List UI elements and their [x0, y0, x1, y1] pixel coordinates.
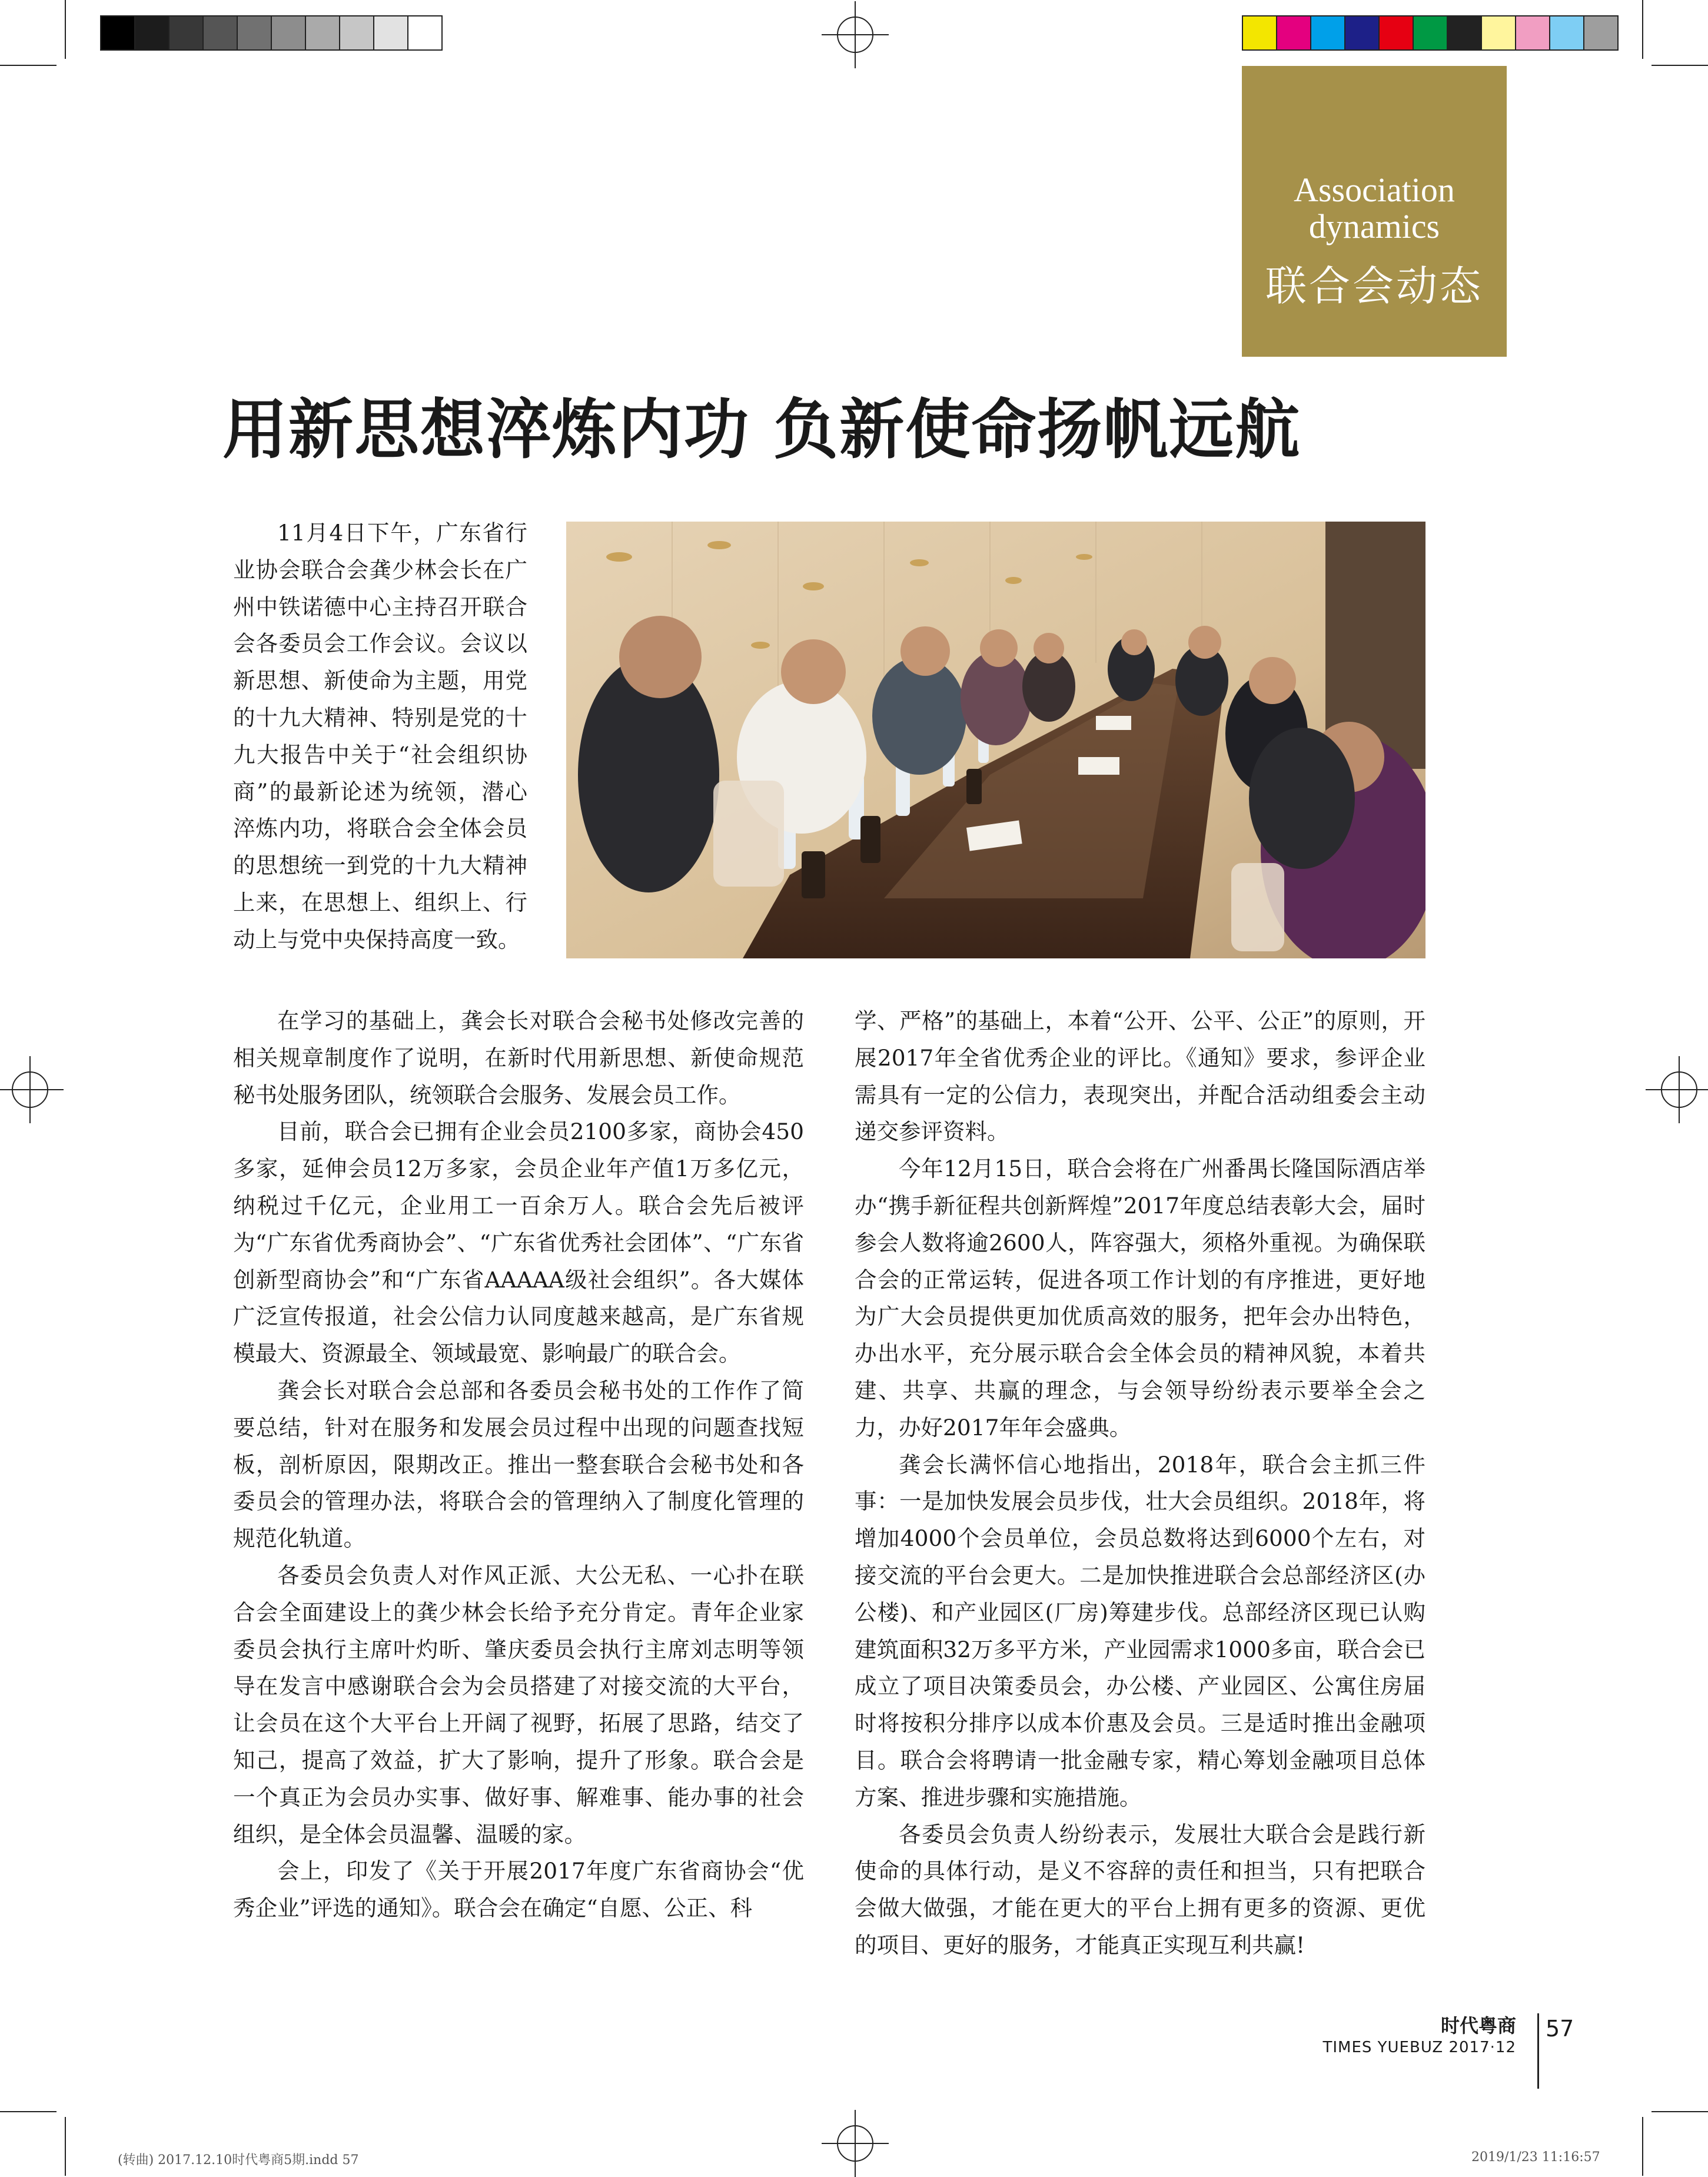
- magazine-name-cn: 时代粤商: [1440, 2015, 1516, 2037]
- gray-swatch: [170, 16, 204, 49]
- crop-mark: [1642, 0, 1643, 59]
- gray-swatch: [238, 16, 272, 49]
- crop-mark: [0, 2111, 57, 2112]
- crop-mark: [65, 2117, 66, 2176]
- color-swatch: [1516, 16, 1550, 49]
- intro-column: [233, 515, 527, 958]
- print-slug-date: 2019/1/23 11:16:57: [1471, 2150, 1600, 2165]
- magazine-name-en: TIMES YUEBUZ 2017·12: [1322, 2039, 1516, 2056]
- section-title-en: [1242, 172, 1507, 245]
- article-title: 用新思想淬炼内功 负新使命扬帆远航: [222, 392, 1301, 467]
- article-paragraph: 各委员会负责人对作风正派、大公无私、一心扑在联合会全面建设上的龚少林会长给予充分肯定。青年企业家委员会执行主席叶灼昕、肇庆委员会执行主席刘志明等领导在发言中感谢联合会为会员搭建了对接交流的大平台，让会员在这个大平台上开阔了视野，拓展了思路，结交了知己，提高了效益，扩大了影响，提升了形象。联合会是一个真正为会员办实事、做好事、解难事、能办事的社会组织，是全体会员温馨、温暖的家。: [233, 1562, 804, 1847]
- color-swatch: [1345, 16, 1380, 49]
- color-swatch: [1414, 16, 1448, 49]
- article-column-left: [233, 1003, 804, 1927]
- crop-mark: [0, 65, 57, 66]
- article-paragraph: 龚会长满怀信心地指出，2018年，联合会主抓三件事：一是加快发展会员步伐，壮大会员组织。2018年，将增加4000个会员单位，会员总数将达到6000个左右，对接交流的平台会更大。二是加快推进联合会总部经济区(办公楼)、和产业园区(厂房)筹建步伐。总部经济区现已认购建筑面积32万多平方米，产业园需求1000多亩，联合会已成立了项目决策委员会，办公楼、产业园区、公寓住房届时将按积分排序以成本价惠及会员。三是适时推出金融项目。联合会将聘请一批金融专家，精心筹划金融项目总体方案、推进步骤和实施措施。: [855, 1451, 1425, 1810]
- gray-swatch: [340, 16, 374, 49]
- registration-mark-top: [837, 16, 873, 53]
- meeting-photo: [566, 522, 1425, 958]
- crop-mark: [1651, 2111, 1708, 2112]
- color-swatch: [1550, 16, 1584, 49]
- page-number: 57: [1546, 2016, 1574, 2042]
- article-paragraph: 会上，印发了《关于开展2017年度广东省商协会“优秀企业”评选的通知》。联合会在确定“自愿、公正、科: [233, 1858, 804, 1922]
- section-title-cn: 联合会动态: [1265, 262, 1483, 310]
- crop-mark: [65, 0, 66, 59]
- gray-swatch: [408, 16, 441, 49]
- section-title-en-line1: Association: [1294, 171, 1455, 209]
- registration-mark-left: [12, 1071, 48, 1108]
- registration-mark-bottom: [837, 2125, 873, 2162]
- gray-swatch: [135, 16, 170, 49]
- article-paragraph: 目前，联合会已拥有企业会员2100多家，商协会450多家，延伸会员12万多家，会员企业年产值1万多亿元，纳税过千亿元，企业用工一百余万人。联合会先后被评为“广东省优秀商协会”、“广东省优秀社会团体”、“广东省创新型商协会”和“广东省AAAAA级社会组织”。各大媒体广泛宣传报道，社会公信力认同度越来越高，是广东省规模最大、资源最全、领域最宽、影响最广的联合会。: [233, 1119, 804, 1367]
- article-paragraph: 龚会长对联合会总部和各委员会秘书处的工作作了简要总结，针对在服务和发展会员过程中出现的问题查找短板，剖析原因，限期改正。推出一整套联合会秘书处和各委员会的管理办法，将联合会的管理纳入了制度化管理的规范化轨道。: [233, 1377, 804, 1552]
- color-swatch: [1380, 16, 1414, 49]
- color-swatch: [1448, 16, 1482, 49]
- color-swatch: [1584, 16, 1617, 49]
- print-slug-file: (转曲) 2017.12.10时代粤商5期.indd 57: [118, 2153, 359, 2168]
- section-title-en-line2: dynamics: [1308, 207, 1440, 245]
- crop-mark: [1651, 65, 1708, 66]
- article-column-right: [855, 1003, 1425, 1964]
- gray-swatch: [272, 16, 306, 49]
- color-swatch: [1243, 16, 1277, 49]
- gray-scale-bar: [100, 15, 443, 51]
- intro-paragraph: 11月4日下午，广东省行业协会联合会龚少林会长在广州中铁诺德中心主持召开联合会各委员会工作会议。会议以新思想、新使命为主题，用党的十九大精神、特别是党的十九大报告中关于“社会组织协商”的最新论述为统领，潜心淬炼内功，将联合会全体会员的思想统一到党的十九大精神上来，在思想上、组织上、行动上与党中央保持高度一致。: [233, 520, 527, 953]
- gray-swatch: [101, 16, 135, 49]
- color-swatch: [1277, 16, 1311, 49]
- gray-swatch: [374, 16, 408, 49]
- footer-divider: [1537, 2013, 1539, 2089]
- color-swatch: [1311, 16, 1345, 49]
- section-header-box: [1242, 66, 1507, 357]
- article-paragraph: 在学习的基础上，龚会长对联合会秘书处修改完善的相关规章制度作了说明，在新时代用新思想、新使命规范秘书处服务团队，统领联合会服务、发展会员工作。: [233, 1008, 804, 1108]
- crop-mark: [1642, 2117, 1643, 2176]
- gray-swatch: [306, 16, 340, 49]
- color-bar: [1242, 15, 1619, 51]
- article-paragraph: 各委员会负责人纷纷表示，发展壮大联合会是践行新使命的具体行动，是义不容辞的责任和担当，只有把联合会做大做强，才能在更大的平台上拥有更多的资源、更优的项目、更好的服务，才能真正实现互利共赢!: [855, 1821, 1425, 1958]
- magazine-footer: [1322, 2014, 1516, 2057]
- registration-mark-right: [1661, 1071, 1697, 1108]
- article-paragraph-continued: 学、严格”的基础上，本着“公开、公平、公正”的原则，开展2017年全省优秀企业的评比。《通知》要求，参评企业需具有一定的公信力，表现突出，并配合活动组委会主动递交参评资料。: [855, 1008, 1425, 1145]
- gray-swatch: [204, 16, 238, 49]
- color-swatch: [1482, 16, 1516, 49]
- article-paragraph: 今年12月15日，联合会将在广州番禺长隆国际酒店举办“携手新征程共创新辉煌”2017年度总结表彰大会，届时参会人数将逾2600人，阵容强大，须格外重视。为确保联合会的正常运转，促进各项工作计划的有序推进，更好地为广大会员提供更加优质高效的服务，把年会办出特色，办出水平，充分展示联合会全体会员的精神风貌，本着共建、共享、共赢的理念，与会领导纷纷表示要举全会之力，办好2017年年会盛典。: [855, 1156, 1425, 1441]
